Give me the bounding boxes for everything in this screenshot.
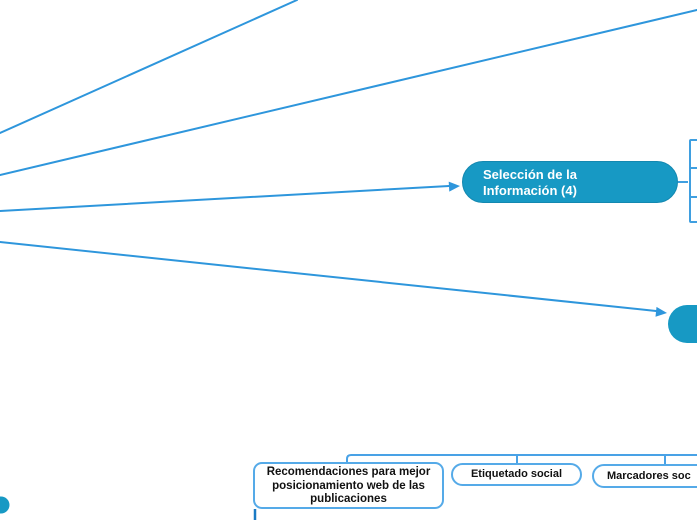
edge-node-bubble[interactable] bbox=[0, 497, 10, 514]
subtopic-marcadores-sociales[interactable]: Marcadores soc bbox=[592, 464, 697, 488]
branch-line-top bbox=[0, 0, 297, 133]
topic-seleccion-informacion[interactable]: Selección de la Información (4) bbox=[462, 161, 678, 203]
branch-line-lower-right bbox=[0, 242, 656, 311]
bracket-spine bbox=[690, 140, 697, 222]
subtopic-rail bbox=[347, 455, 697, 462]
subtopic-recomendaciones[interactable]: Recomendaciones para mejor posicionamiento web de las publicaciones bbox=[253, 462, 444, 509]
subtopic-etiquetado-social[interactable]: Etiquetado social bbox=[451, 463, 582, 486]
arrow-head-icon bbox=[656, 307, 668, 317]
arrow-head-icon bbox=[449, 182, 460, 192]
branch-line-upper-right bbox=[0, 10, 697, 175]
branch-line-seleccion bbox=[0, 186, 449, 211]
